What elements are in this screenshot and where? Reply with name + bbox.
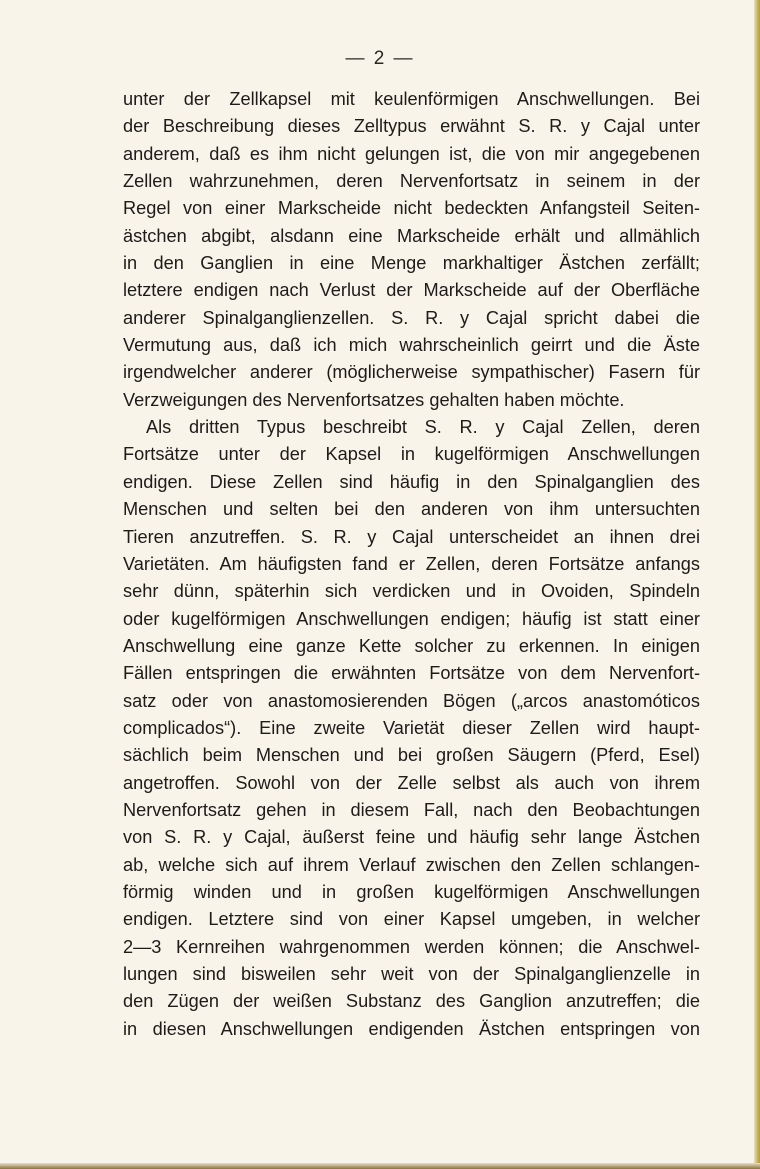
text-line: lungen sind bisweilen sehr weit von der Spinalganglienzelle in: [123, 964, 700, 984]
text-line: Vermutung aus, daß ich mich wahrscheinlich geirrt und die Äste: [123, 335, 700, 356]
text-line: sehr dünn, späterhin sich verdicken und in Ovoiden, Spindeln: [123, 581, 700, 602]
text-line: Anschwellung eine ganze Kette solcher zu erkennen. In einigen: [123, 635, 700, 656]
text-line: Tieren anzutreffen. S. R. y Cajal unterscheidet an ihnen drei: [123, 526, 700, 547]
text-line: 2—3 Kernreihen wahrgenommen werden können; die Anschwel-: [123, 936, 700, 957]
text-line: letztere endigen nach Verlust der Markscheide auf der Oberfläche: [123, 280, 700, 301]
text-line: oder kugelförmigen Anschwellungen endigen; häufig ist statt einer: [123, 608, 700, 629]
text-line: Fortsätze unter der Kapsel in kugelförmigen Anschwellungen: [123, 444, 700, 465]
text-line: förmig winden und in großen kugelförmigen Anschwellungen: [123, 881, 700, 902]
text-line: Menschen und selten bei den anderen von ihm untersuchten: [123, 499, 700, 520]
text-line: irgendwelcher anderer (möglicherweise sympathischer) Fasern für: [123, 362, 700, 383]
text-line: Fällen entspringen die erwähnten Fortsätze von dem Nervenfort-: [123, 663, 700, 684]
text-line: satz oder von anastomosierenden Bögen („arcos anastomóticos: [123, 690, 700, 711]
text-line: Nervenfortsatz gehen in diesem Fall, nach den Beobachtungen: [123, 799, 700, 820]
text-line: sächlich beim Menschen und bei großen Säugern (Pferd, Esel): [123, 745, 700, 766]
text-line: ab, welche sich auf ihrem Verlauf zwischen den Zellen schlangen-: [123, 854, 700, 875]
text-line: Verzweigungen des Nervenfortsatzes gehalten haben möchte.: [123, 389, 625, 410]
text-line: anderer Spinalganglienzellen. S. R. y Cajal spricht dabei die: [123, 307, 700, 328]
page-edge-right: [754, 0, 760, 1169]
page-number: — 2 —: [345, 48, 415, 69]
text-line: unter der Zellkapsel mit keulenförmigen Anschwellungen. Bei: [123, 89, 700, 109]
body-text: [123, 86, 700, 1043]
text-line: angetroffen. Sowohl von der Zelle selbst als auch von ihrem: [123, 772, 700, 793]
text-line: complicados“). Eine zweite Varietät dieser Zellen wird haupt-: [123, 717, 700, 738]
text-line: endigen. Letztere sind von einer Kapsel umgeben, in welcher: [123, 909, 700, 930]
text-line-paragraph-start: Als dritten Typus beschreibt S. R. y Cajal Zellen, deren: [146, 417, 700, 438]
text-line: den Zügen der weißen Substanz des Ganglion anzutreffen; die: [123, 991, 700, 1012]
text-line: in diesen Anschwellungen endigenden Ästchen entspringen von: [123, 1018, 700, 1039]
text-line: Varietäten. Am häufigsten fand er Zellen, deren Fortsätze anfangs: [123, 553, 700, 574]
page-edge-bottom: [0, 1163, 760, 1169]
text-line: in den Ganglien in eine Menge markhaltiger Ästchen zerfällt;: [123, 253, 700, 274]
text-line: ästchen abgibt, alsdann eine Markscheide erhält und allmählich: [123, 225, 700, 246]
text-line: Regel von einer Markscheide nicht bedeckten Anfangsteil Seiten-: [123, 198, 700, 219]
text-line: der Beschreibung dieses Zelltypus erwähnt S. R. y Cajal unter: [123, 116, 700, 137]
text-line: endigen. Diese Zellen sind häufig in den Spinalganglien des: [123, 471, 700, 492]
text-line: von S. R. y Cajal, äußerst feine und häufig sehr lange Ästchen: [123, 827, 700, 848]
text-line: Zellen wahrzunehmen, deren Nervenfortsatz in seinem in der: [123, 171, 700, 192]
text-line: anderem, daß es ihm nicht gelungen ist, die von mir angegebenen: [123, 143, 700, 164]
